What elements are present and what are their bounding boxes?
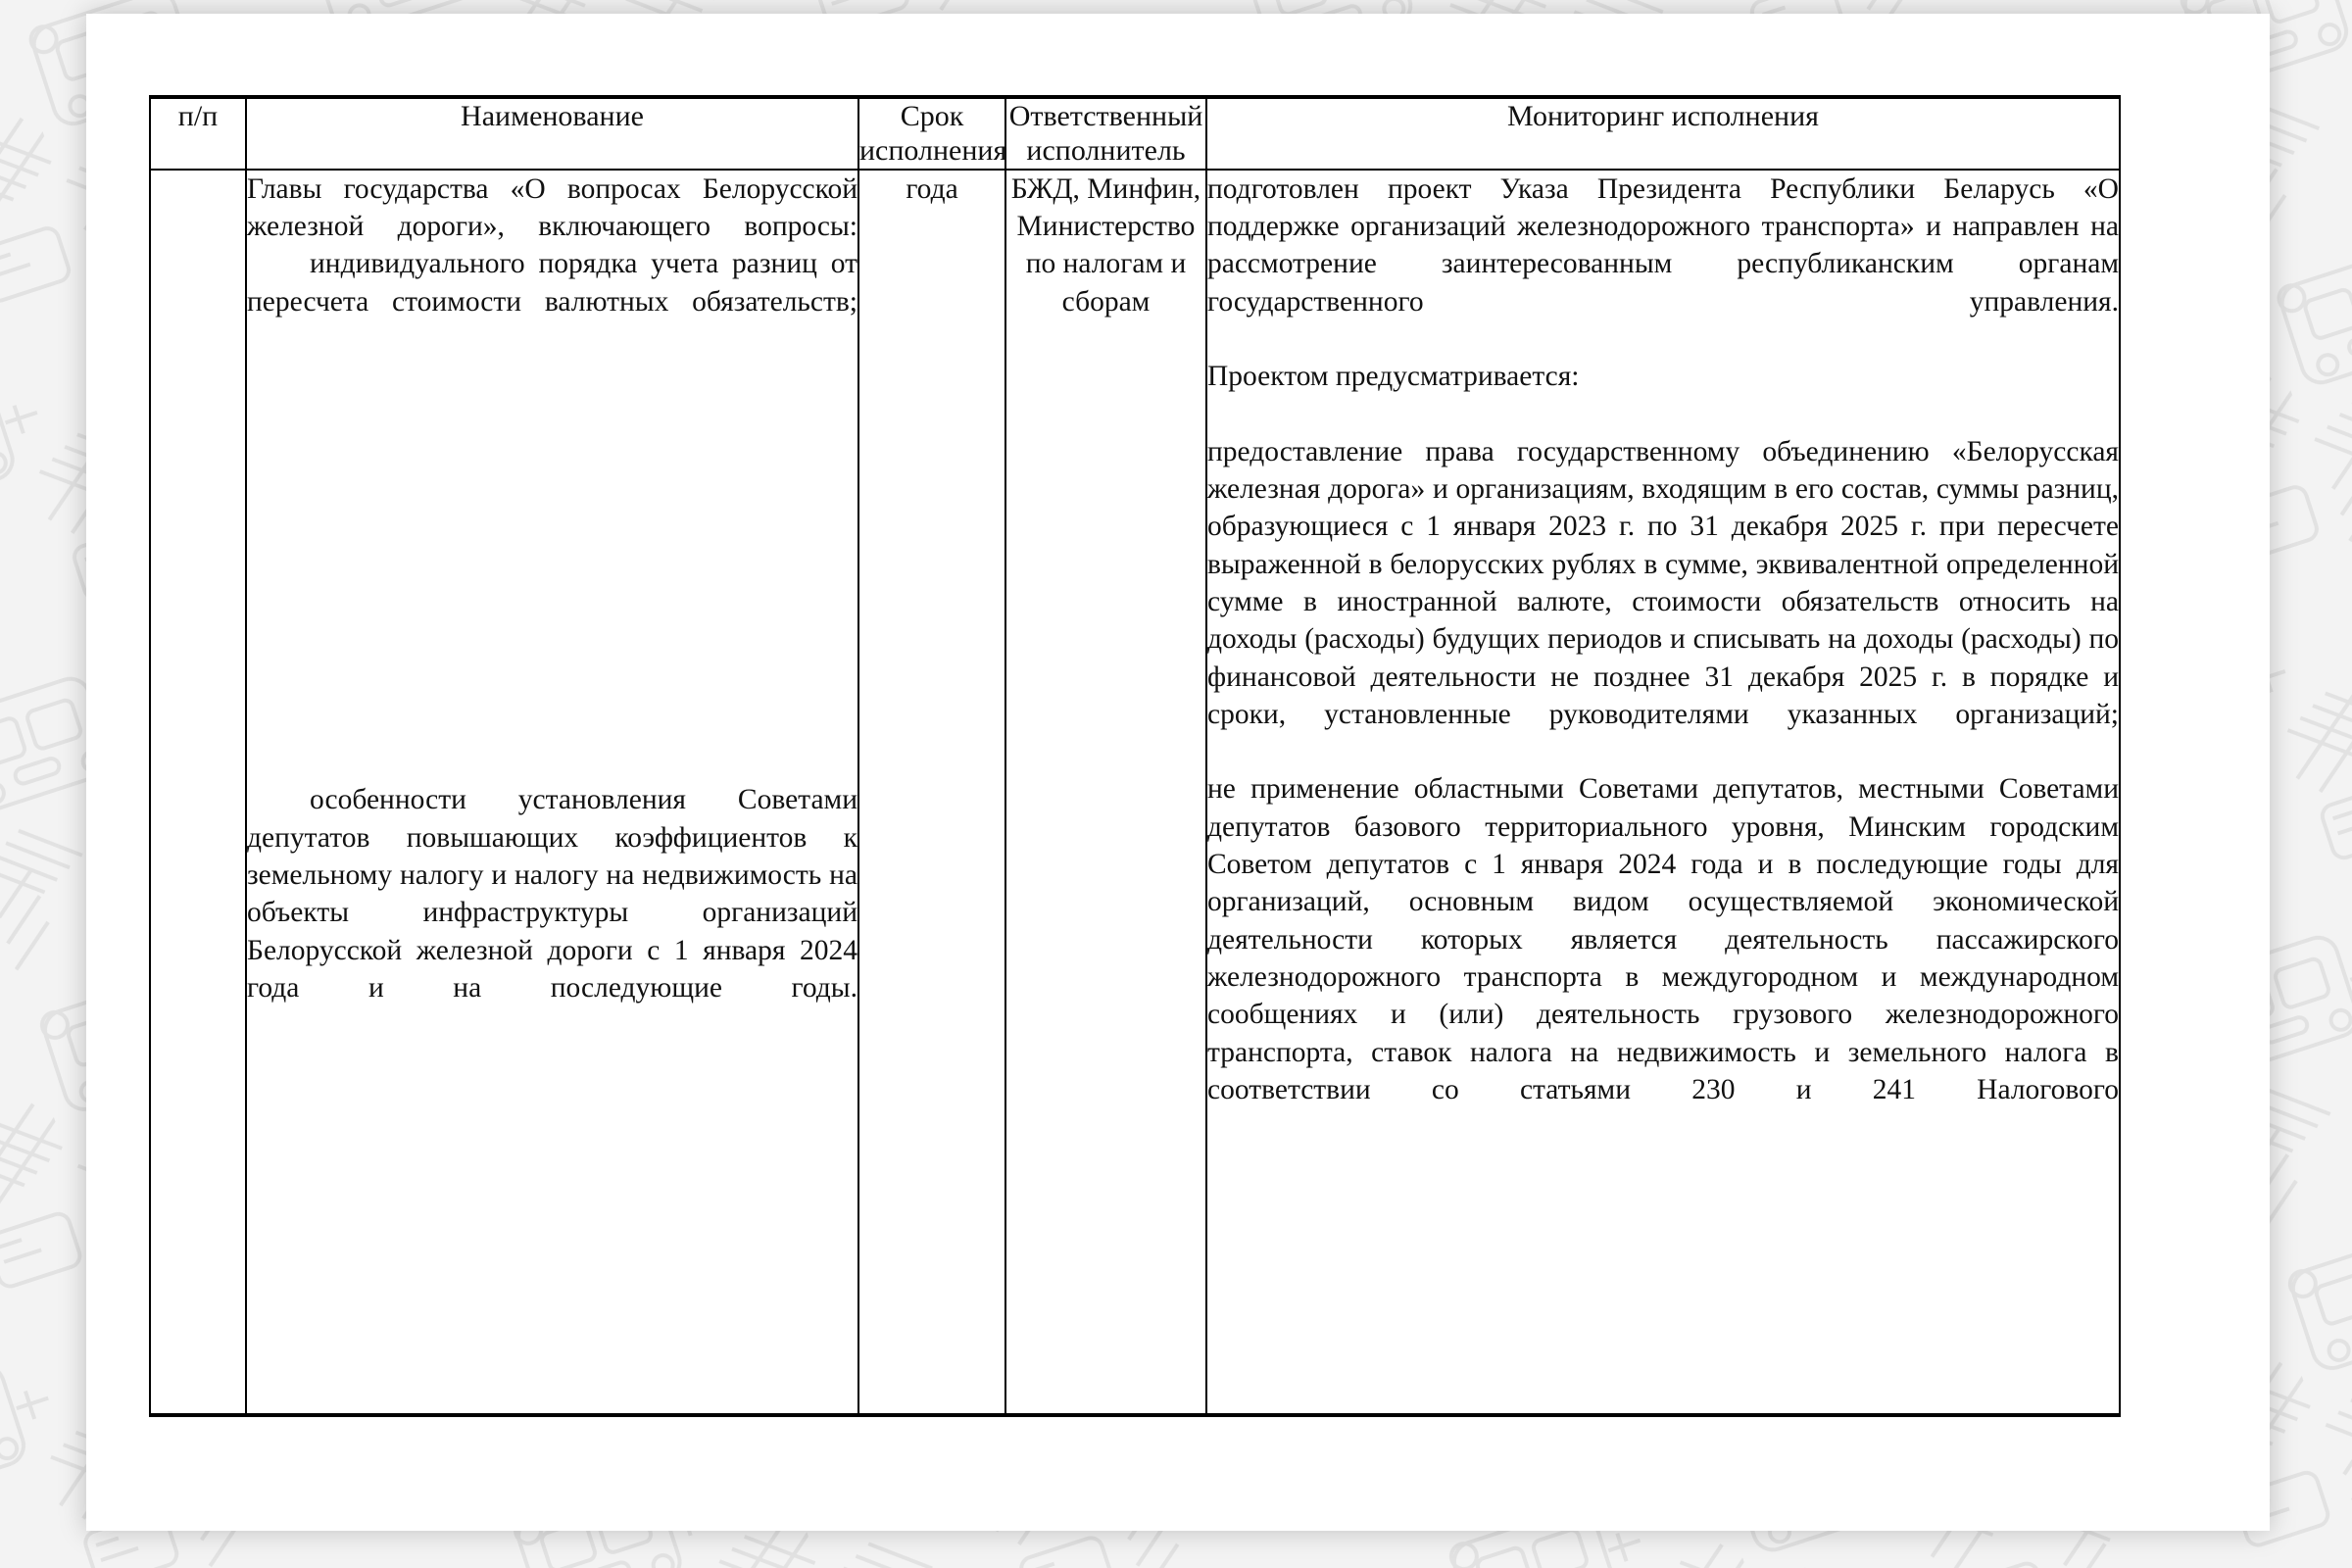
table-header-row — [150, 97, 2120, 170]
cell-term — [858, 170, 1005, 1415]
column-header-number-label: п/п — [177, 100, 219, 132]
name-paragraph-2: индивидуального порядка учета разниц от пересчета стоимости валютных обязательств; — [247, 248, 858, 318]
name-paragraph-3: особенности установления Советами депутатов повышающих коэффициентов к земельному налогу и налогу на недвижимость на объекты инфраструктуры организаций Белорусской железной дороги с 1 января 2024 года и на последующие годы. — [247, 784, 858, 1004]
column-header-name-label: Наименование — [461, 100, 644, 132]
table-row — [150, 170, 2120, 1415]
column-header-name — [246, 97, 858, 170]
cell-number — [150, 170, 246, 1415]
execution-monitoring-table — [149, 95, 2121, 1417]
column-header-responsible-line1: Ответственный — [1008, 100, 1203, 132]
responsible-line-1: БЖД, Минфин, — [1010, 172, 1201, 205]
monitoring-paragraph-4: не применение областными Советами депутатов, местными Советами депутатов базового территориального уровня, Минским городским Советом депутатов с 1 января 2024 года и в последующие годы для организаций, основным видом осуществляемой экономической деятельности которых является деятельность пассажирского железнодорожного транспорта в междугородном и международном сообщениях и (или) деятельность грузового железнодорожного транспорта, ставок налога на недвижимость и земельного налога в соответствии со статьями 230 и 241 Налогового — [1207, 773, 2119, 1105]
column-header-term — [858, 97, 1005, 170]
table-header — [150, 97, 2120, 170]
monitoring-paragraph-2: Проектом предусматривается: — [1207, 361, 1580, 393]
responsible-line-3: по налогам и — [1025, 248, 1187, 280]
column-header-responsible-line2: исполнитель — [1026, 134, 1186, 168]
responsible-line-2: Министерство — [1016, 211, 1196, 243]
monitoring-paragraph-3: предоставление права государственному объединению «Белорусская железная дорога» и организациям, входящим в его состав, суммы разниц, образующиеся с 1 января 2023 г. по 31 декабря 2025 г. при пересчете выраженной в белорусских рублях в сумме, эквивалентной определенной сумме в иностранной валюте, стоимости обязательств относить на доходы (расходы) будущих периодов и списывать на доходы (расходы) по финансовой деятельности не позднее 31 декабря 2025 г. в порядке и сроки, установленные руководителями указанных организаций; — [1207, 435, 2119, 730]
name-paragraph-1: Главы государства «О вопросах Белорусской железной дороги», включающего вопросы: — [247, 172, 858, 243]
column-header-monitoring-label: Мониторинг исполнения — [1507, 100, 1819, 132]
column-header-number — [150, 97, 246, 170]
column-header-term-line1: Срок — [900, 100, 964, 132]
cell-responsible — [1005, 170, 1206, 1415]
responsible-line-4: сборам — [1061, 285, 1151, 318]
monitoring-paragraph-1: подготовлен проект Указа Президента Республики Беларусь «О поддержке организаций железнодорожного транспорта» и направлен на рассмотрение заинтересованным республиканским органам государственного управления. — [1207, 172, 2119, 318]
column-header-term-line2: исполнения — [859, 134, 1007, 168]
table-body — [150, 170, 2120, 1415]
document-page — [86, 14, 2270, 1531]
column-header-responsible — [1005, 97, 1206, 170]
cell-monitoring — [1206, 170, 2120, 1415]
column-header-monitoring — [1206, 97, 2120, 170]
cell-name — [246, 170, 858, 1415]
term-value: года — [906, 172, 958, 205]
